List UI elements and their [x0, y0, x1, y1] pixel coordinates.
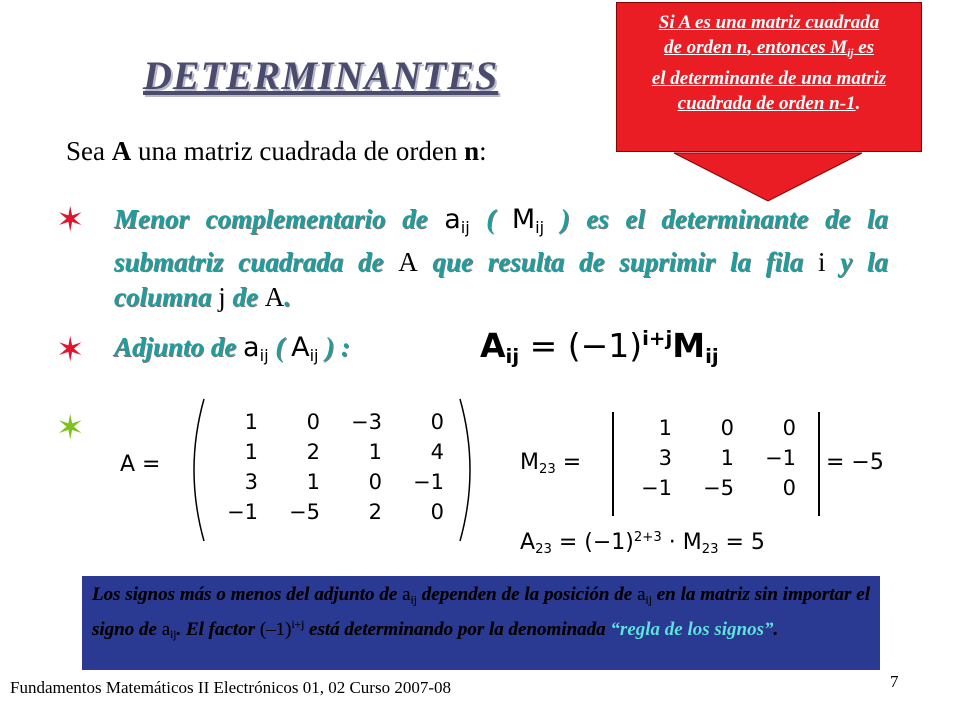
matrix-a-cell: −1 — [227, 500, 258, 524]
matrix-a-cell: 0 — [368, 470, 382, 494]
minor-m23-label: $M_{23}$ = — [520, 450, 582, 477]
star-bullet-icon: ✶ — [56, 202, 85, 239]
matrix-a-cell: 3 — [244, 470, 258, 494]
adjunct-formula: $A_{ij} = (-1)^{i+j}M_{ij}$ — [480, 326, 719, 368]
matrix-a-cell: 0 — [306, 410, 320, 434]
minor-left-bar — [612, 412, 614, 516]
minor-definition: Menor complementario de $a_{ij}$ ( $M_{ij}$ ) es el determinante de la submatriz cuadrada de A que resulta de suprimir la fila i y la columna j de A. — [114, 204, 888, 312]
adjunct-definition: Adjunto de $a_{ij}$ ( $A_{ij}$ ) : — [114, 332, 351, 365]
matrix-a-cell: 4 — [430, 440, 444, 464]
intro-text: Sea A una matriz cuadrada de orden n: — [66, 136, 487, 166]
down-arrow-icon — [673, 152, 863, 202]
minor-m23-cell: −1 — [641, 476, 672, 500]
matrix-a-cell: 0 — [430, 410, 444, 434]
matrix-a-cell: 0 — [430, 500, 444, 524]
matrix-a-label: A = — [120, 452, 161, 477]
matrix-a-cell: 1 — [244, 410, 258, 434]
page-number: 7 — [890, 672, 899, 691]
star-bullet-icon: ✶ — [56, 332, 85, 369]
minor-m23-cell: 0 — [720, 416, 734, 440]
minor-m23-cell: 1 — [720, 446, 734, 470]
minor-right-bar — [818, 412, 820, 516]
minor-m23-cell: −5 — [703, 476, 734, 500]
matrix-a-cell: 1 — [244, 440, 258, 464]
minor-m23-result: = −5 — [826, 450, 884, 475]
star-bullet-icon: ✶ — [56, 410, 85, 447]
minor-m23-cell: 1 — [658, 416, 672, 440]
matrix-a-cell: 1 — [306, 470, 320, 494]
sign-rule-note: Los signos más o menos del adjunto de $a_{ij}$ dependen de la posición de $a_{ij}$ en la matriz sin importar el signo de $a_{ij}$. El factor $(-1)^{i+j}$ está determinando por la denominada “regla de los signos”. — [82, 576, 880, 670]
definition-callout: Si A es una matriz cuadrada de orden n, entonces $M_{ij}$ es el determinante de una matriz cuadrada de orden n-1. — [616, 2, 922, 152]
footer-text: Fundamentos Matemáticos II Electrónicos 01, 02 Curso 2007-08 — [10, 678, 451, 697]
adjunct-a23: $A_{23} = (-1)^{2+3} \cdot M_{23} = 5$ — [520, 530, 765, 557]
matrix-a-cell: 2 — [368, 500, 382, 524]
minor-m23-cell: 0 — [782, 476, 796, 500]
matrix-a-cell: 1 — [368, 440, 382, 464]
page-title: DETERMINANTES — [143, 53, 499, 98]
minor-m23-cell: 0 — [782, 416, 796, 440]
minor-m23-cell: 3 — [658, 446, 672, 470]
matrix-a-cell: 2 — [306, 440, 320, 464]
minor-m23-cell: −1 — [765, 446, 796, 470]
matrix-a-cell: −3 — [351, 410, 382, 434]
matrix-a-cell: −5 — [289, 500, 320, 524]
matrix-a-cell: −1 — [413, 470, 444, 494]
